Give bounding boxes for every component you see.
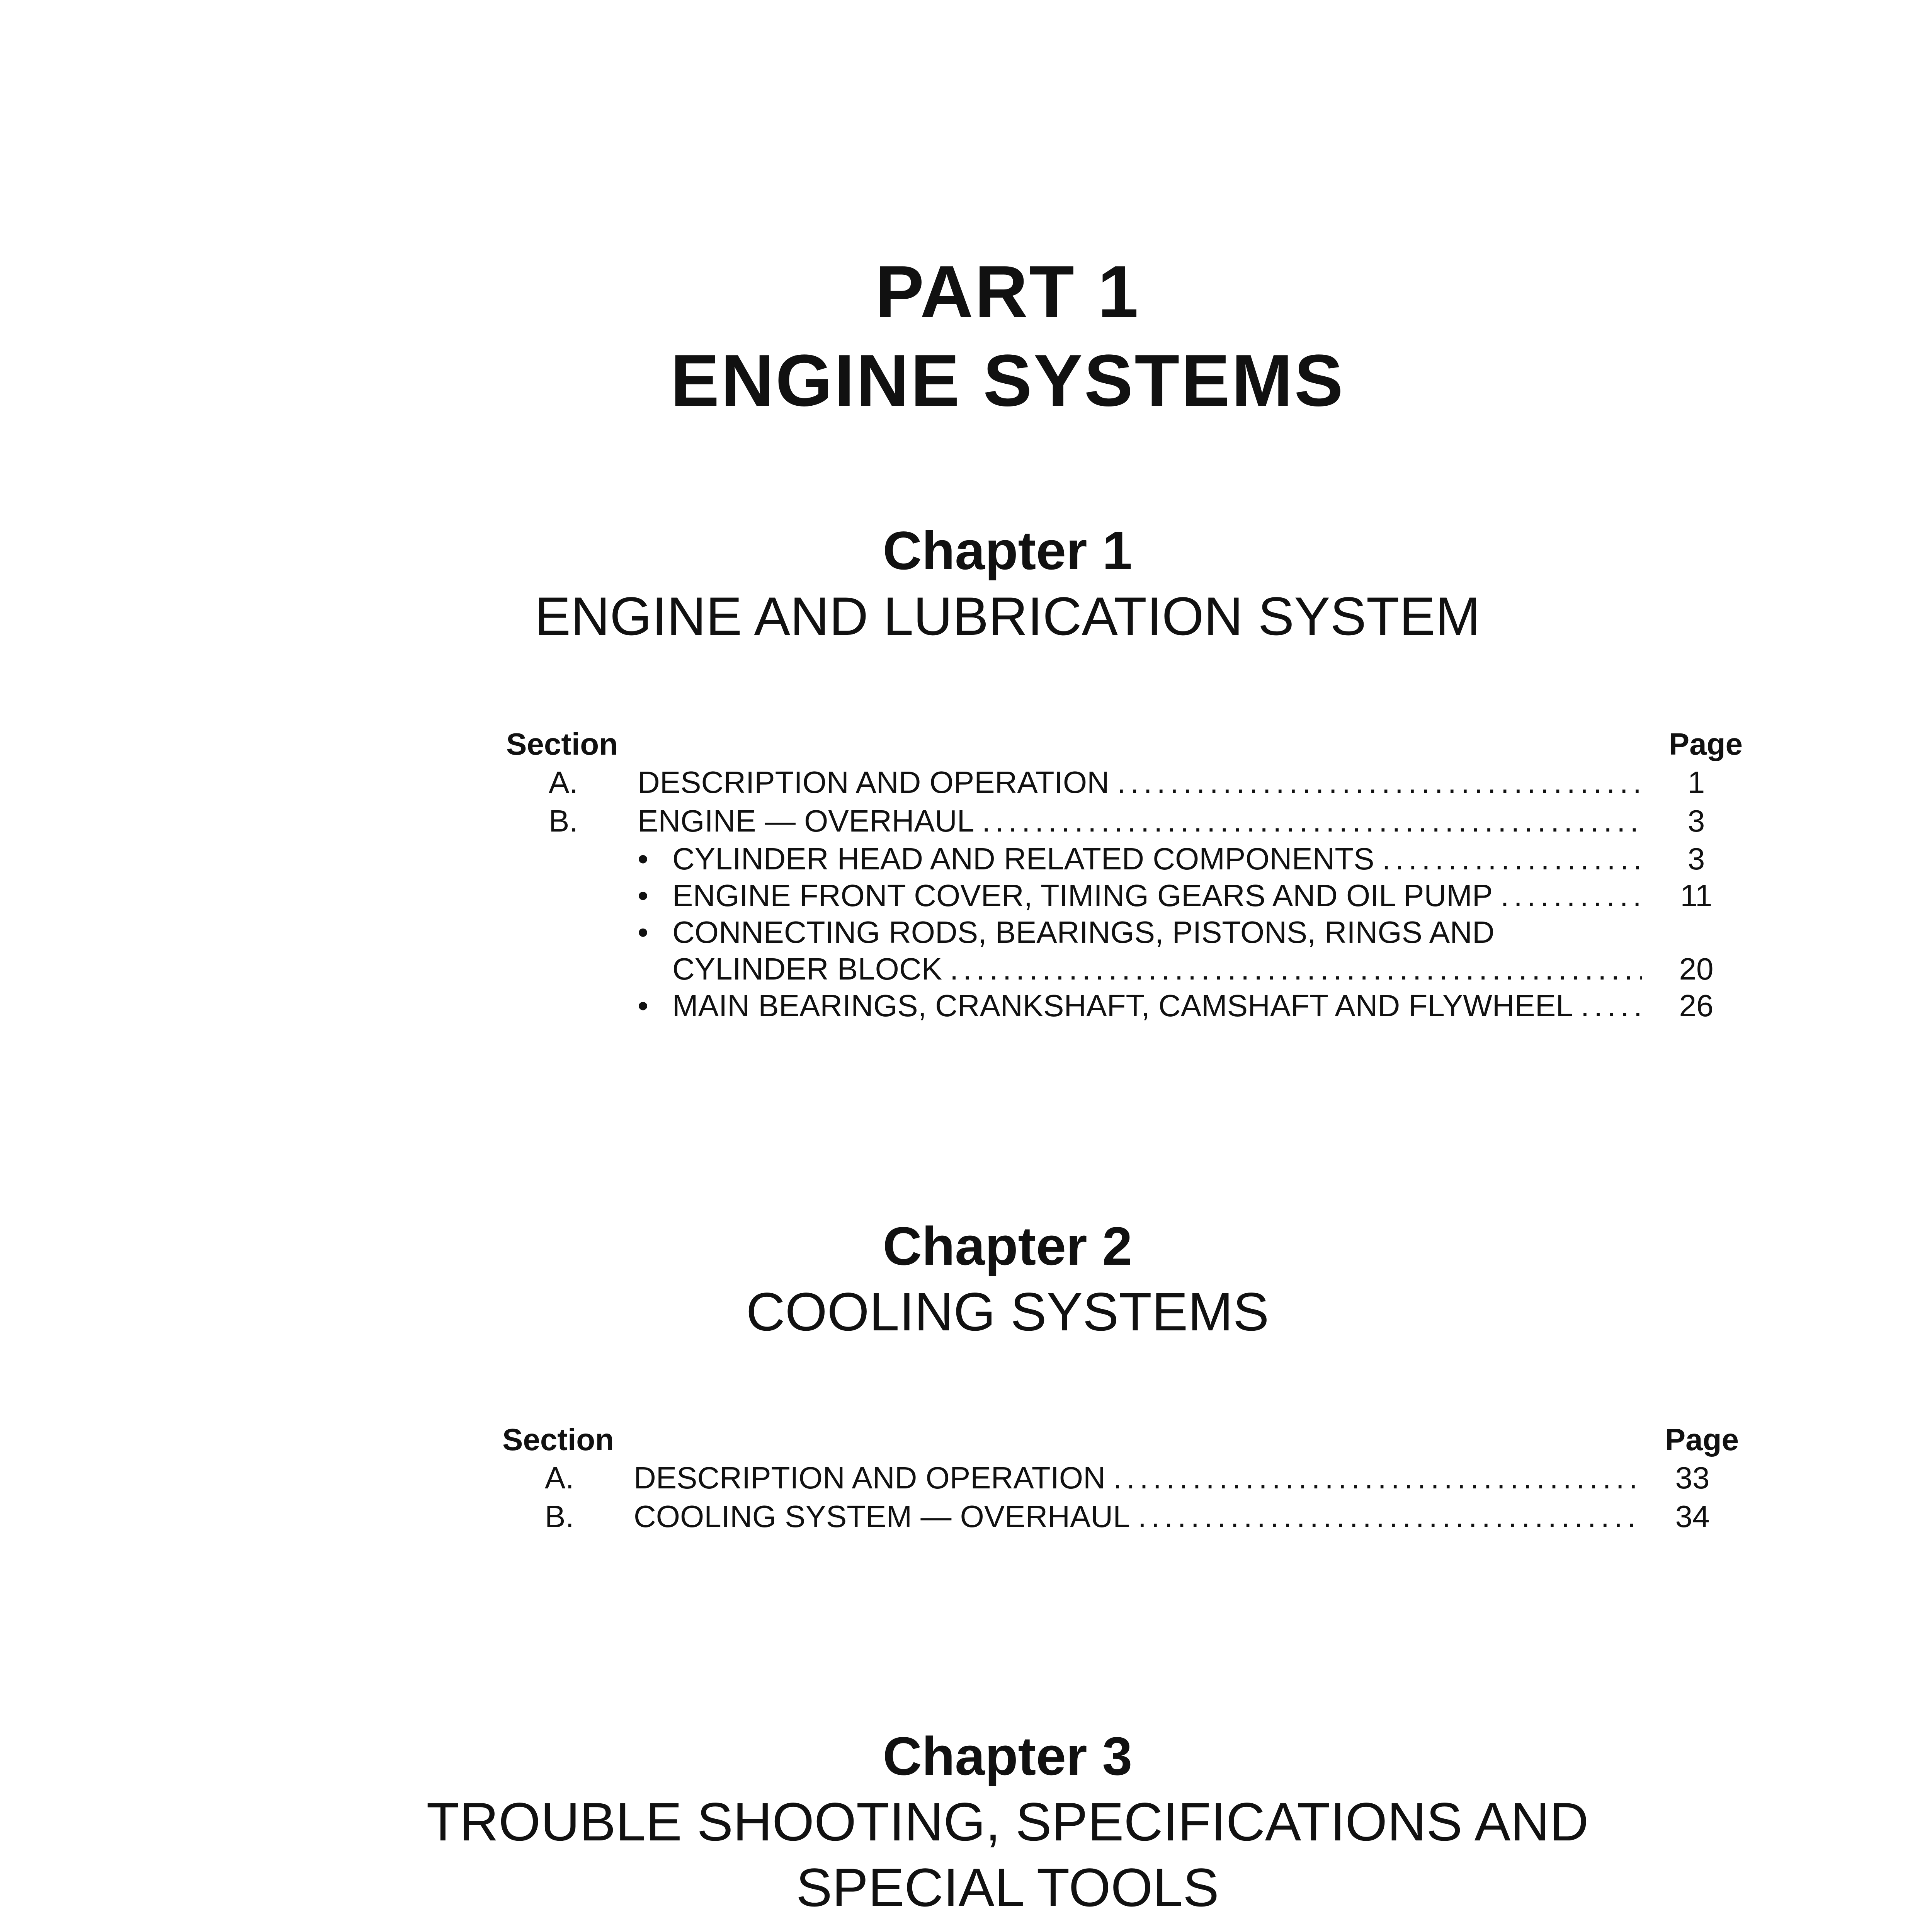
- toc-row[interactable]: [502, 1459, 1739, 1497]
- page-number: 20: [1679, 952, 1714, 986]
- section-letter: B.: [545, 1499, 574, 1534]
- toc-header: [506, 726, 1743, 763]
- dot-leader: [1382, 840, 1642, 877]
- page-column-header: Page: [1668, 727, 1743, 761]
- toc-row[interactable]: [506, 840, 1743, 877]
- toc-row[interactable]: [506, 877, 1743, 914]
- section-letter: B.: [549, 804, 578, 838]
- chapter-3-title-line-2: SPECIAL TOOLS: [796, 1857, 1219, 1918]
- section-title: ENGINE — OVERHAUL: [638, 804, 975, 838]
- chapter-1-heading: [0, 518, 1932, 649]
- page-number: 1: [1687, 765, 1705, 799]
- toc-row[interactable]: [506, 914, 1743, 951]
- part-title: ENGINE SYSTEMS: [670, 340, 1345, 422]
- chapter-3-label: Chapter 3: [883, 1726, 1133, 1786]
- page-number: 3: [1687, 842, 1705, 876]
- toc-row[interactable]: [502, 1497, 1739, 1536]
- subsection-title-continued: CYLINDER BLOCK: [672, 952, 942, 986]
- toc-row[interactable]: [506, 987, 1743, 1024]
- dot-leader: [1113, 1459, 1638, 1497]
- section-letter: A.: [549, 765, 578, 799]
- chapter-2-label: Chapter 2: [883, 1216, 1133, 1276]
- toc-row[interactable]: [506, 763, 1743, 802]
- toc-header: [502, 1422, 1739, 1459]
- dot-leader: [950, 951, 1642, 987]
- dot-leader: [1117, 763, 1642, 802]
- bullet-icon: •: [638, 915, 649, 949]
- section-title: DESCRIPTION AND OPERATION: [638, 765, 1109, 799]
- bullet-icon: •: [638, 842, 649, 876]
- page-number: 11: [1680, 878, 1713, 913]
- bullet-icon: •: [638, 988, 649, 1023]
- dot-leader: [982, 802, 1642, 840]
- part-heading: [0, 247, 1932, 425]
- section-letter: A.: [545, 1461, 574, 1495]
- chapter-1-toc: [506, 726, 1743, 1024]
- chapter-1-label: Chapter 1: [883, 520, 1133, 581]
- page-number: 34: [1675, 1499, 1710, 1534]
- page-number: 33: [1675, 1461, 1710, 1495]
- toc-row[interactable]: [506, 951, 1743, 987]
- dot-leader: [1500, 877, 1642, 914]
- page-number: 26: [1679, 988, 1714, 1023]
- page-column-header: Page: [1665, 1422, 1739, 1457]
- chapter-2-heading: [0, 1213, 1932, 1345]
- toc-row[interactable]: [506, 802, 1743, 840]
- section-title: COOLING SYSTEM — OVERHAUL: [634, 1499, 1130, 1534]
- subsection-title: MAIN BEARINGS, CRANKSHAFT, CAMSHAFT AND FLYWHEEL: [672, 988, 1573, 1023]
- dot-leader: [1138, 1497, 1638, 1536]
- chapter-1-title: ENGINE AND LUBRICATION SYSTEM: [534, 586, 1481, 646]
- subsection-title: CONNECTING RODS, BEARINGS, PISTONS, RINGS AND: [672, 915, 1495, 949]
- bullet-icon: •: [638, 878, 649, 913]
- chapter-2-title: COOLING SYSTEMS: [746, 1281, 1269, 1342]
- chapter-3-title-line-1: TROUBLE SHOOTING, SPECIFICATIONS AND: [426, 1791, 1589, 1852]
- section-column-header: Section: [506, 727, 618, 761]
- chapter-3-heading: [0, 1723, 1932, 1920]
- part-number: PART 1: [875, 251, 1140, 333]
- chapter-2-toc: [502, 1422, 1739, 1536]
- subsection-title: ENGINE FRONT COVER, TIMING GEARS AND OIL PUMP: [672, 878, 1493, 913]
- section-column-header: Section: [502, 1422, 614, 1457]
- dot-leader: [1581, 987, 1642, 1024]
- subsection-title: CYLINDER HEAD AND RELATED COMPONENTS: [672, 842, 1374, 876]
- page-number: 3: [1687, 804, 1705, 838]
- section-title: DESCRIPTION AND OPERATION: [634, 1461, 1105, 1495]
